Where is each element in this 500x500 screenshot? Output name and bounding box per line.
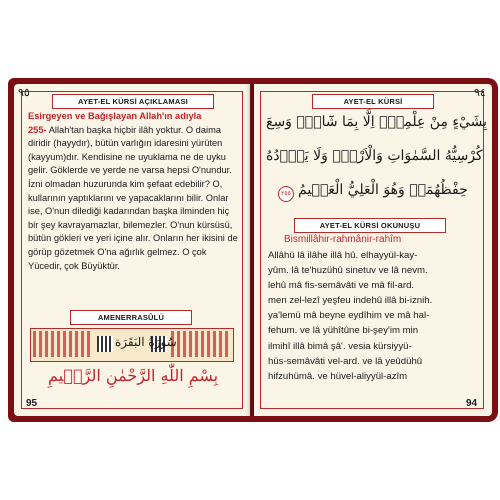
verse-reference: 255- <box>28 124 47 135</box>
page-number: 95 <box>26 398 38 409</box>
reading-heading: AYET-EL KÜRSİ OKUNUŞU <box>294 218 446 233</box>
transliteration-line: ilmihî illâ bimâ şâ'. vesia kürsiyyü- <box>268 340 412 352</box>
transliteration-line: hüs-semâvâti vel-ard. ve lâ yeûdühû <box>268 355 423 367</box>
open-book <box>8 78 498 422</box>
transliteration-line: men zel-lezî yeşfeu indehû illâ bi-iznih. <box>268 295 433 307</box>
surah-title: سُورَةُ البَقَرَة <box>115 335 177 349</box>
right-page <box>254 84 492 416</box>
verse-explanation: Allah'tan başka hiçbir ilâh yoktur. O daima diridir (hayydır), bütün varlığın idaresini yürüten (kayyum)dır. Kendisine ne uyuklama ne de uyku gelir. Göklerde ve yerde ne varsa hepsi O'nundur. İzni olmadan huzurunda kim şefaat edebilir? O, kullarının yaptıklarını ve yapacaklarını bilir. Onlar ise, O'nun dilediği kadarından başka ilminden hiç bir şey kavrayamazlar, bilemezler. O'nun kürsüsü, bütün gökleri ve yeri içine alır. Onların her ikisini de görüp gözetmek O'na ağırlık gelmez. O çok Yücedir, çok Büyüktür. <box>28 124 238 271</box>
transliteration-line: yûm. lâ te'huzühû sinetuv ve lâ nevm. <box>268 265 428 277</box>
qr-code-icon[interactable] <box>97 336 113 352</box>
section-heading: AYET-EL KÜRSİ AÇIKLAMASI <box>52 94 214 109</box>
transliteration-line: Allâhü lâ ilâhe illâ hû. elhayyül-kay- <box>268 250 418 261</box>
explanation-text <box>28 110 238 273</box>
transliteration-line: ya'lemü mâ beyne eydîhim ve mâ hal- <box>268 310 430 322</box>
transliteration-line: fehum. ve lâ yühîtûne bi-şey'im min <box>268 325 419 337</box>
page-number-arabic: ٩٥ <box>18 86 30 99</box>
section-heading: AYET-EL KÜRSİ <box>312 94 434 109</box>
amenerrasulu-heading: AMENERRASÛLÜ <box>70 310 192 325</box>
left-page <box>14 84 250 416</box>
page-number-arabic: ٩٤ <box>474 86 486 99</box>
basmala-calligraphy: بِسْمِ اللّٰهِ الرَّحْمٰنِ الرَّح۪يمِ <box>48 366 219 385</box>
arabic-line-1: بِشَيْءٍ مِنْ عِلْمِه۪ٓ اِلَّا بِمَا شَٓاءَۚ وَسِعَ <box>266 114 488 130</box>
arabic-line-2: كُرْسِيُّهُ السَّمٰوَاتِ وَالْاَرْضَۚ وَلَا يَؤُ۫دُهُ <box>266 148 483 164</box>
ornament-left <box>33 331 93 357</box>
arabic-line-3: حِفْظُهُمَاۚ وَهُوَ الْعَلِيُّ الْعَظ۪يمُ <box>298 182 468 198</box>
transliteration-line: hifzuhümâ. ve hüvel-aliyyül-azîm <box>268 370 408 382</box>
surah-header-band <box>30 328 234 362</box>
basmala-transliteration: Bismillâhir-rahmânir-rahîm <box>284 234 402 245</box>
verse-number-medal: ٢٥٥ <box>278 186 294 202</box>
ornament-right <box>171 331 229 357</box>
transliteration-line: lehû mâ fis-semâvâti ve mâ fil-ard. <box>268 280 415 292</box>
basmala-meaning: Esirgeyen ve Bağışlayan Allah'ın adıyla <box>28 111 202 121</box>
transliteration-text <box>268 248 478 384</box>
page-number: 94 <box>466 398 478 409</box>
